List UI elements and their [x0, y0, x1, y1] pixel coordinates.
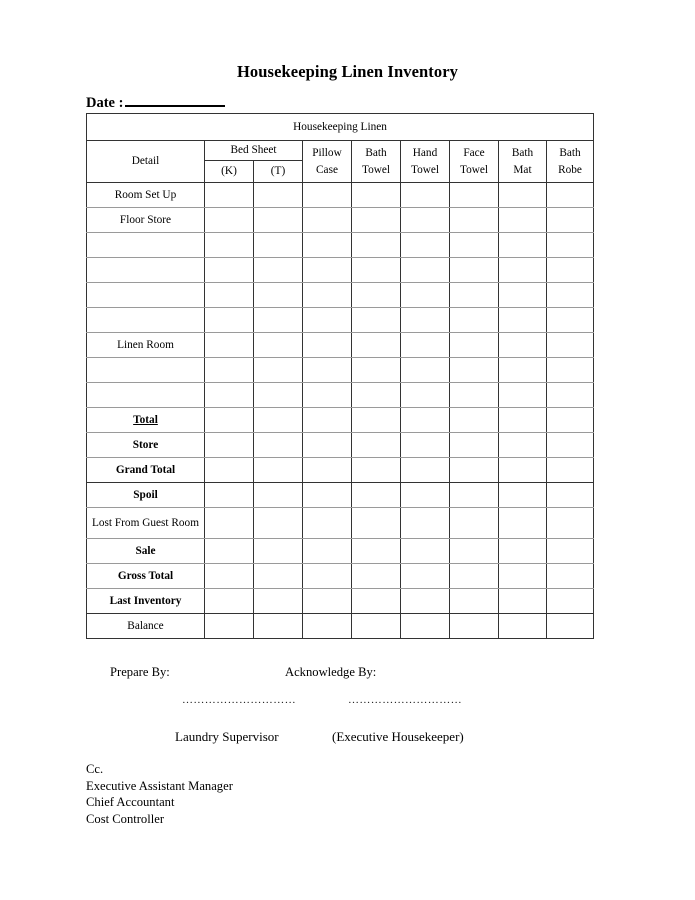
inventory-table [86, 113, 594, 639]
table-cell[interactable] [254, 208, 303, 233]
header-line-2: Towel [410, 163, 440, 176]
table-cell[interactable] [205, 433, 254, 458]
table-cell[interactable] [352, 539, 401, 564]
table-row [87, 258, 594, 283]
table-row [87, 333, 594, 358]
signatory-executive-housekeeper: (Executive Housekeeper) [332, 729, 464, 744]
table-cell[interactable] [499, 358, 547, 383]
table-cell[interactable] [450, 408, 499, 433]
table-cell[interactable] [499, 408, 547, 433]
table-cell[interactable] [254, 483, 303, 508]
cc-recipient: Cost Controller [86, 811, 165, 826]
table-banner-row [87, 114, 594, 141]
table-cell[interactable] [303, 208, 352, 233]
table-cell[interactable] [547, 308, 594, 333]
table-cell[interactable] [401, 614, 450, 639]
table-cell[interactable] [547, 183, 594, 208]
table-cell[interactable] [401, 333, 450, 358]
table-cell[interactable] [254, 508, 303, 539]
table-cell[interactable] [303, 589, 352, 614]
table-cell[interactable] [401, 233, 450, 258]
inventory-rows-body [87, 183, 594, 639]
table-cell[interactable] [254, 358, 303, 383]
table-cell[interactable] [352, 564, 401, 589]
table-cell[interactable] [205, 483, 254, 508]
table-cell[interactable] [499, 333, 547, 358]
header-line-1: Bath [559, 147, 581, 160]
table-cell[interactable] [205, 589, 254, 614]
header-row-top [87, 141, 594, 161]
table-cell[interactable] [499, 564, 547, 589]
table-cell[interactable] [401, 539, 450, 564]
table-cell[interactable] [450, 564, 499, 589]
table-cell[interactable] [303, 458, 352, 483]
table-row [87, 408, 594, 433]
header-face-towel [450, 141, 499, 183]
header-line-1: Pillow [312, 147, 342, 160]
table-cell[interactable] [499, 183, 547, 208]
table-cell[interactable] [205, 564, 254, 589]
row-label [87, 283, 205, 308]
header-line-2: Mat [513, 163, 532, 176]
row-label [87, 383, 205, 408]
table-row [87, 358, 594, 383]
table-cell[interactable] [401, 483, 450, 508]
table-cell[interactable] [254, 383, 303, 408]
table-cell[interactable] [352, 283, 401, 308]
table-cell[interactable] [254, 614, 303, 639]
header-pillow-case [303, 141, 352, 183]
row-label: Store [87, 433, 205, 458]
table-cell[interactable] [352, 433, 401, 458]
header-line-2: Towel [361, 163, 391, 176]
row-label [87, 233, 205, 258]
table-row [87, 508, 594, 539]
table-cell[interactable] [254, 589, 303, 614]
row-label: Room Set Up [87, 183, 205, 208]
header-bath-robe [547, 141, 594, 183]
table-cell[interactable] [205, 508, 254, 539]
table-cell[interactable] [352, 183, 401, 208]
inventory-table-body [87, 114, 594, 183]
header-detail: Detail [87, 141, 205, 183]
table-cell[interactable] [547, 483, 594, 508]
table-cell[interactable] [205, 183, 254, 208]
date-input-blank[interactable] [125, 91, 225, 107]
table-cell[interactable] [205, 308, 254, 333]
row-label [87, 258, 205, 283]
table-cell[interactable] [303, 183, 352, 208]
table-cell[interactable] [401, 258, 450, 283]
table-cell[interactable] [352, 333, 401, 358]
table-cell[interactable] [205, 458, 254, 483]
table-cell[interactable] [450, 233, 499, 258]
table-cell[interactable] [547, 408, 594, 433]
header-bath-mat [499, 141, 547, 183]
table-cell[interactable] [352, 614, 401, 639]
cc-heading: Cc. [86, 762, 104, 776]
row-label: Spoil [87, 483, 205, 508]
table-cell[interactable] [303, 408, 352, 433]
table-cell[interactable] [352, 233, 401, 258]
table-cell[interactable] [254, 408, 303, 433]
prepare-by-label: Prepare By: [110, 665, 170, 679]
date-field-row [86, 91, 225, 112]
header-bed-sheet-k: (K) [205, 161, 254, 183]
table-cell[interactable] [303, 614, 352, 639]
table-cell[interactable] [547, 358, 594, 383]
table-cell[interactable] [401, 458, 450, 483]
header-bed-sheet-t: (T) [254, 161, 303, 183]
row-label: Floor Store [87, 208, 205, 233]
table-cell[interactable] [499, 614, 547, 639]
signature-line-left[interactable]: ………………………… [182, 694, 296, 706]
row-label: Linen Room [87, 333, 205, 358]
table-cell[interactable] [303, 358, 352, 383]
table-row [87, 383, 594, 408]
table-cell[interactable] [499, 258, 547, 283]
table-cell[interactable] [401, 358, 450, 383]
table-cell[interactable] [401, 183, 450, 208]
table-cell[interactable] [450, 383, 499, 408]
header-line-2: Case [316, 163, 338, 176]
table-cell[interactable] [401, 589, 450, 614]
row-label: Grand Total [87, 458, 205, 483]
table-cell[interactable] [499, 208, 547, 233]
table-cell[interactable] [450, 308, 499, 333]
table-cell[interactable] [450, 458, 499, 483]
table-cell[interactable] [547, 283, 594, 308]
table-cell[interactable] [352, 258, 401, 283]
table-cell[interactable] [205, 358, 254, 383]
header-bed-sheet-group: Bed Sheet [205, 141, 303, 161]
table-row [87, 589, 594, 614]
table-row [87, 233, 594, 258]
table-cell[interactable] [254, 539, 303, 564]
table-cell[interactable] [401, 564, 450, 589]
table-cell[interactable] [303, 508, 352, 539]
table-cell[interactable] [205, 233, 254, 258]
table-cell[interactable] [205, 283, 254, 308]
table-cell[interactable] [450, 358, 499, 383]
table-cell[interactable] [450, 614, 499, 639]
table-cell[interactable] [205, 208, 254, 233]
table-cell[interactable] [303, 483, 352, 508]
table-cell[interactable] [205, 383, 254, 408]
header-line-1: Bath [511, 147, 534, 160]
table-cell[interactable] [254, 308, 303, 333]
table-cell[interactable] [303, 539, 352, 564]
header-line-1: Hand [412, 147, 438, 160]
row-label: Sale [87, 539, 205, 564]
table-cell[interactable] [547, 614, 594, 639]
table-cell[interactable] [254, 458, 303, 483]
cc-recipient: Chief Accountant [86, 795, 175, 810]
table-cell[interactable] [254, 333, 303, 358]
row-label [87, 308, 205, 333]
table-cell[interactable] [205, 258, 254, 283]
table-cell[interactable] [352, 208, 401, 233]
table-cell[interactable] [352, 589, 401, 614]
signatory-laundry-supervisor: Laundry Supervisor [175, 729, 279, 744]
table-cell[interactable] [499, 283, 547, 308]
table-cell[interactable] [205, 333, 254, 358]
table-cell[interactable] [450, 283, 499, 308]
table-cell[interactable] [401, 283, 450, 308]
table-cell[interactable] [254, 433, 303, 458]
table-row [87, 614, 594, 639]
table-cell[interactable] [303, 564, 352, 589]
acknowledge-by-label: Acknowledge By: [285, 665, 377, 679]
table-cell[interactable] [499, 483, 547, 508]
table-cell[interactable] [352, 308, 401, 333]
table-cell[interactable] [205, 614, 254, 639]
header-line-1: Face [463, 147, 485, 160]
table-cell[interactable] [254, 283, 303, 308]
table-cell[interactable] [254, 233, 303, 258]
table-row [87, 208, 594, 233]
table-cell[interactable] [547, 589, 594, 614]
table-cell[interactable] [352, 408, 401, 433]
row-label: Balance [87, 614, 205, 639]
inventory-table-container [86, 113, 593, 639]
table-cell[interactable] [547, 258, 594, 283]
table-cell[interactable] [352, 508, 401, 539]
table-cell[interactable] [303, 383, 352, 408]
table-cell[interactable] [499, 458, 547, 483]
banner-cell: Housekeeping Linen [87, 114, 594, 141]
table-row [87, 433, 594, 458]
table-row [87, 458, 594, 483]
row-label [87, 408, 205, 433]
cc-block [86, 761, 233, 827]
table-cell[interactable] [450, 508, 499, 539]
table-cell[interactable] [499, 508, 547, 539]
table-cell[interactable] [547, 508, 594, 539]
table-cell[interactable] [401, 208, 450, 233]
table-cell[interactable] [303, 433, 352, 458]
table-cell[interactable] [547, 383, 594, 408]
table-cell[interactable] [499, 433, 547, 458]
table-cell[interactable] [254, 183, 303, 208]
header-line-2: Towel [459, 163, 489, 176]
table-cell[interactable] [450, 433, 499, 458]
table-row [87, 483, 594, 508]
table-cell[interactable] [547, 208, 594, 233]
table-cell[interactable] [450, 258, 499, 283]
table-cell[interactable] [547, 433, 594, 458]
table-cell[interactable] [401, 508, 450, 539]
row-label: Last Inventory [87, 589, 205, 614]
header-line-1: Bath [365, 147, 387, 160]
table-cell[interactable] [352, 483, 401, 508]
table-cell[interactable] [547, 233, 594, 258]
table-row [87, 564, 594, 589]
table-cell[interactable] [254, 564, 303, 589]
table-cell[interactable] [205, 408, 254, 433]
table-cell[interactable] [499, 233, 547, 258]
table-row [87, 539, 594, 564]
table-row [87, 183, 594, 208]
table-cell[interactable] [303, 233, 352, 258]
table-cell[interactable] [352, 383, 401, 408]
table-cell[interactable] [450, 183, 499, 208]
row-label: Gross Total [87, 564, 205, 589]
header-hand-towel [401, 141, 450, 183]
table-cell[interactable] [401, 408, 450, 433]
row-label-text: Total [133, 413, 158, 426]
table-row [87, 308, 594, 333]
table-cell[interactable] [401, 308, 450, 333]
row-label: Lost From Guest Room [87, 508, 205, 539]
table-cell[interactable] [450, 333, 499, 358]
date-label: Date : [86, 95, 124, 111]
table-cell[interactable] [547, 458, 594, 483]
table-cell[interactable] [303, 333, 352, 358]
table-cell[interactable] [303, 258, 352, 283]
table-cell[interactable] [450, 208, 499, 233]
table-cell[interactable] [401, 383, 450, 408]
table-cell[interactable] [499, 308, 547, 333]
table-row [87, 283, 594, 308]
signature-line-right[interactable]: ………………………… [348, 694, 462, 706]
table-cell[interactable] [205, 539, 254, 564]
table-cell[interactable] [547, 539, 594, 564]
table-cell[interactable] [352, 458, 401, 483]
table-cell[interactable] [303, 308, 352, 333]
header-line-2: Robe [558, 163, 582, 176]
page-title: Housekeeping Linen Inventory [237, 62, 458, 81]
table-cell[interactable] [401, 433, 450, 458]
cc-recipient: Executive Assistant Manager [86, 778, 233, 793]
header-bath-towel [352, 141, 401, 183]
table-cell[interactable] [547, 564, 594, 589]
row-label [87, 358, 205, 383]
table-cell[interactable] [499, 589, 547, 614]
table-cell[interactable] [303, 283, 352, 308]
table-cell[interactable] [254, 258, 303, 283]
table-cell[interactable] [499, 539, 547, 564]
table-cell[interactable] [450, 589, 499, 614]
table-cell[interactable] [450, 483, 499, 508]
table-cell[interactable] [450, 539, 499, 564]
table-cell[interactable] [547, 333, 594, 358]
table-cell[interactable] [352, 358, 401, 383]
table-cell[interactable] [499, 383, 547, 408]
